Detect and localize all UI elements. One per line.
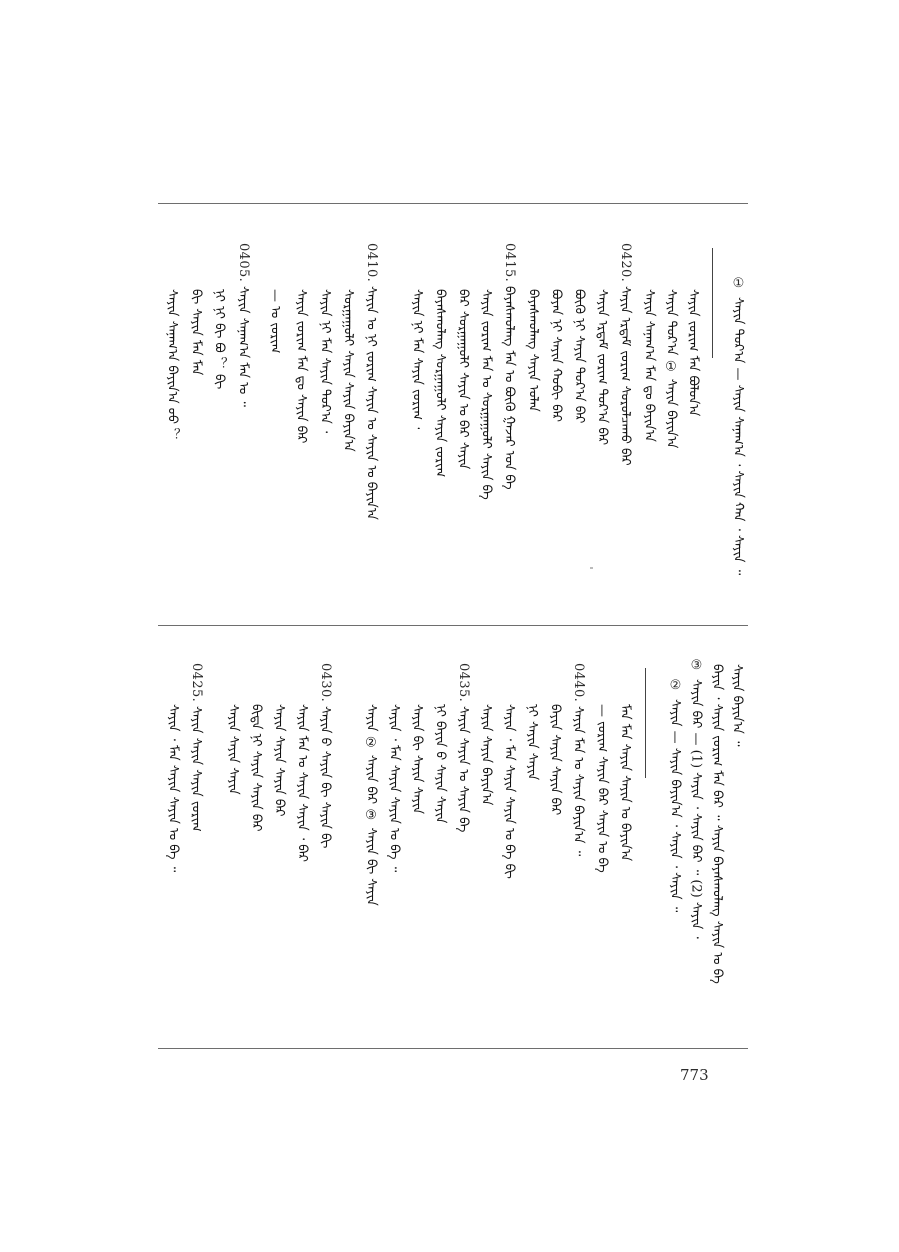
line-text: ᠪᠤᠶᠠᠨ ᠨᠢ ᠰᠠᠶᠢᠨ ᠬᠤᠪᠢ ᠪᠠᠷ [548,289,564,422]
line-text: ᠮᠠᠨ ᠮᠠᠨ ᠰᠠᠶᠢᠨ ᠰᠠᠶᠢᠨ ᠤ ᠪᠠᠶᠢᠨ᠎ᠠ [617,704,633,862]
line-text: ᠰᠠᠶᠢᠨ ᠂ ᠮᠠᠨ ᠰᠠᠶᠢᠨ ᠰᠠᠶᠢᠨ ᠤ ᠪᠠ ᠪᠢ [501,704,517,879]
lower-line-10 [408,700,426,814]
line-text: ᠰᠠᠶᠢᠨ ᠪ ᠰᠠᠶᠢᠨ ᠪᠢ ᠰᠠᠶᠢᠨ ᠪᠢ [317,706,333,849]
line-text: ᠰᠠᠶᠢᠨ ᠤ ᠨᠢ ᠵᠣᠷᠢᠭ ᠰᠠᠶᠢᠨ ᠤ ᠰᠠᠶᠢᠨ ᠤ ᠪᠠᠶᠢᠨ᠎ᠠ [363,286,379,521]
lower-line-2 [593,700,611,873]
line-text: ᠰᠠᠶᠢᠨ ᠮᠠᠨ ᠤ ᠰᠠᠶᠢᠨ ᠰᠠᠶᠢᠨ ᠂ ᠪᠠᠷ [294,704,310,862]
upper-line-11 [454,285,472,469]
line-number: 0415. [502,243,517,283]
upper-line-5 [593,285,611,445]
line-text: ᠰᠠᠶᠢᠨ ᠨᠢ ᠮᠠᠨ ᠰᠠᠶᠢᠨ ᠳᠤᠷ᠎ᠠ ᠂ [317,289,333,434]
line-text: ᠰᠠᠶᠢᠨ ② ᠰᠠᠶᠢᠨ ᠪᠠᠷ ③ ᠰᠠᠶᠢᠨ ᠪᠢ ᠰᠠᠶᠢᠨ [363,704,379,906]
line-text: ᠪᠠᠶᠠᠰᠬᠤᠯᠠᠩ ᠰᠤᠷᠭᠠᠭᠤᠯᠢ ᠰᠠᠶᠢᠨ ᠵᠣᠷᠢᠭ [432,289,448,478]
footnote-text: ᠪᠠᠶᠢᠨ ᠂ ᠰᠠᠶᠢᠨ ᠵᠣᠷᠢᠭ ᠮᠠᠨ ᠪᠠᠷ ᠃ ᠰᠠᠶᠢᠨ ᠪᠠᠶᠠᠰᠬᠤᠯᠠᠩ ᠰᠠᠶᠢᠨ ᠤ ᠪᠠ [709,664,725,984]
footnote-marker: ③ [689,658,704,673]
page-number: 773 [680,1066,709,1084]
footnote-separator-lower [645,668,646,778]
lower-footnote-line-4 [666,678,684,912]
lower-footnote-line-2 [708,658,726,984]
upper-line-7 [547,285,565,422]
line-text: ᠪᠠᠷ ᠰᠤᠷᠭᠠᠭᠤᠯᠢ ᠰᠠᠶᠢᠨ ᠤ ᠪᠠᠷ ᠰᠠᠶᠢᠨ [455,289,471,470]
line-text: ᠰᠠᠶᠢᠨ ᠰᠠᠶᠢᠨ ᠰᠠᠶᠢᠨ [225,704,241,795]
line-text: ᠰᠠᠶᠢᠨ ᠡᠷᠳᠡᠮ ᠵᠣᠷᠢᠭ ᠰᠤᠷᠤᠯᠴᠠᠬᠤ ᠪᠠᠷ [617,286,633,466]
line-text: ᠪᠦᠬᠦ ᠨᠢ ᠰᠠᠶᠢᠨ ᠳᠤᠷ᠎ᠠ ᠪᠠᠷ [571,289,587,424]
lower-line-15 [270,700,288,817]
upper-line-19 [234,243,252,407]
upper-line-2 [662,285,680,448]
lower-line-9 [431,700,449,823]
upper-line-1 [684,285,702,416]
upper-line-21 [187,285,205,375]
lower-line-12 [362,700,380,906]
line-text: ᠰᠠᠶᠢᠨ ᠨᠢ ᠮᠠᠨ ᠰᠠᠶᠢᠨ ᠵᠣᠷᠢᠭ ᠂ [409,289,425,430]
footnote-marker: ② [668,678,683,693]
line-text: ᠪᠠᠶᠠᠰᠬᠤᠯᠠᠩ ᠰᠠᠶᠢᠨ ᠤᠯᠠᠨ [525,289,541,412]
upper-line-4 [616,243,634,466]
line-text: — ᠤ ᠵᠣᠷᠢᠭ [267,289,283,354]
lower-line-11 [385,700,403,872]
line-text: ᠰᠠᠶᠢᠨ ᠳᠤᠷ᠎ᠠ ① ᠰᠠᠶᠢᠨ ᠪᠠᠶᠢᠨ᠎ᠠ [663,289,679,449]
lower-line-13 [316,663,334,849]
upper-line-10 [477,285,495,500]
lower-line-5 [523,700,541,780]
bottom-rule [158,1048,748,1049]
line-text: ᠪᠠᠶᠢᠨ ᠰᠠᠶᠢᠨ ᠰᠠᠶᠢᠨ ᠪᠠᠷ [547,704,563,816]
upper-line-17 [292,285,310,443]
line-text: ᠰᠠᠶᠢᠨ ᠵᠣᠷᠢᠭ ᠮᠠᠨ ᠪᠤᠯᠤᠨ᠎ᠠ [685,289,701,417]
upper-line-18 [266,285,284,353]
lower-line-4 [546,700,564,815]
line-text: ᠪᠢᠳᠠ ᠨᠢ ᠰᠠᠶᠢᠨ ᠰᠠᠶᠢᠨ ᠪᠠᠷ [248,704,264,832]
footnote-separator-upper [712,248,713,358]
lower-footnote-line-1 [728,658,746,747]
line-text: ᠰᠤᠷᠭᠠᠭᠤᠯᠢ ᠰᠠᠶᠢᠨ ᠰᠠᠶᠢᠨ ᠪᠠᠶᠢᠨ᠎ᠠ [340,289,356,452]
line-text: ᠰᠠᠶᠢᠨ ᠂ ᠮᠠᠨ ᠰᠠᠶᠢᠨ ᠰᠠᠶᠢᠨ ᠤ ᠪᠠ ᠃ [386,704,402,873]
line-number: 0425. [189,663,204,703]
footnote-text: ᠰᠠᠶᠢᠨ ᠪᠠᠶᠢᠨ᠎ᠠ ᠃ [729,664,745,747]
upper-line-14 [362,243,380,520]
line-text: ᠰᠠᠶᠢᠨ ᠰᠠᠨᠠᠭ᠎ᠠ ᠮᠠᠨ ᠳᠤ ᠪᠠᠶᠢᠨ᠎ᠠ [641,289,657,442]
line-text: ᠪᠢ ᠰᠠᠶᠢᠨ ᠮᠠᠨ ᠮᠠᠨ [188,289,204,376]
lower-line-6 [500,700,518,879]
line-text: ᠨᠢ ᠰᠠᠶᠢᠨ ᠰᠠᠶᠢᠨ [524,704,540,781]
line-text: ᠰᠠᠶᠢᠨ ᠰᠠᠨᠠᠭ᠎ᠠ ᠮᠠᠨ ᠤ ᠃ [235,286,251,408]
lower-line-16 [247,700,265,832]
lower-line-3 [569,663,587,856]
lower-line-1 [616,700,634,861]
lower-line-7 [477,700,495,805]
line-number: 0435. [456,663,471,703]
upper-line-9 [500,243,518,490]
line-text: — ᠵᠣᠷᠢᠭ ᠰᠠᠶᠢᠨ ᠪᠠᠷ ᠰᠠᠶᠢᠨ ᠤ ᠪᠠ [594,704,610,873]
lower-line-17 [224,700,242,795]
lower-line-14 [293,700,311,862]
footnote-text: ᠰᠠᠶᠢᠨ ᠪᠠᠷ — (1) ᠰᠠᠶᠢᠨ ᠂ ᠰᠠᠶᠢᠨ ᠪᠠᠷ ᠃ (2) ᠰᠠᠶᠢᠨ ᠂ [688,679,704,939]
upper-line-16 [316,285,334,433]
line-text: ᠨᠢ ᠪᠠᠶᠢᠨ ᠪ ᠰᠠᠶᠢᠨ ᠰᠠᠶᠢᠨ [432,704,448,824]
line-text: ᠰᠠᠶᠢᠨ ᠰᠠᠶᠢᠨ ᠰᠠᠶᠢᠨ ᠵᠣᠷᠢᠭ [188,706,204,832]
upper-line-22 [163,285,181,441]
line-number: 0410. [364,243,379,283]
lower-line-18 [187,663,205,832]
line-text: ᠰᠠᠶᠢᠨ ᠰᠠᠶᠢᠨ ᠰᠠᠶᠢᠨ ᠪᠠᠷ [271,704,287,817]
line-number: 0430. [318,663,333,703]
line-text: ᠰᠠᠶᠢᠨ ᠰᠠᠶᠢᠨ ᠪᠠᠶᠢᠨ᠎ᠠ [478,704,494,806]
upper-line-20 [210,285,228,389]
upper-line-12 [431,285,449,477]
upper-line-3 [640,285,658,442]
upper-line-13 [408,285,426,429]
line-number: 0405. [236,243,251,283]
footnote-text: ᠰᠠᠶᠢᠨ ᠳᠤᠷ᠎ᠠ — ᠰᠠᠶᠢᠨ ᠰᠠᠨᠠᠭ᠎ᠠ ᠂ ᠰᠠᠶᠢᠨ ᠬᠠᠨ ᠂ ᠰᠠᠶᠢᠨ ᠃ [730,297,746,576]
line-text: ᠪᠠᠶᠠᠰᠬᠤᠯᠠᠩ ᠮᠠᠨ ᠤ ᠪᠦᠬᠦ ᠭᠠᠵᠠᠷ ᠤᠨ ᠪᠠ [501,286,517,490]
upper-line-8 [524,285,542,412]
line-text: ᠰᠠᠶᠢᠨ ᠵᠣᠷᠢᠭ ᠮᠠᠨ ᠳᠤ ᠰᠠᠶᠢᠨ ᠪᠠᠷ [293,289,309,444]
line-text: ᠰᠠᠶᠢᠨ ᠰᠠᠶᠢᠨ ᠤ ᠰᠠᠶᠢᠨ ᠪᠠ [455,706,471,833]
footnote-text: ᠰᠠᠶᠢᠨ — ᠰᠠᠶᠢᠨ ᠪᠠᠶᠢᠨ᠎ᠠ ᠂ ᠰᠠᠶᠢᠨ ᠂ ᠰᠠᠶᠢᠨ ᠃ [667,699,683,913]
line-text: ᠰᠠᠶᠢᠨ ᠵᠣᠷᠢᠭ ᠮᠠᠨ ᠤ ᠰᠤᠷᠭᠠᠭᠤᠯᠢ ᠰᠠᠶᠢᠨ ᠪᠠ [478,289,494,500]
middle-rule [158,625,748,626]
lower-line-8 [454,663,472,833]
line-text: ᠰᠠᠶᠢᠨ ᠡᠷᠳᠡᠮ ᠵᠣᠷᠢᠭ ᠳᠤᠷ᠎ᠠ ᠪᠠᠷ [594,289,610,446]
footnote-marker: ① [731,276,746,291]
line-number: 0440. [571,663,586,703]
lower-line-19 [164,700,182,872]
upper-footnote-line [729,276,747,575]
line-text: ᠰᠠᠶᠢᠨ ᠮᠠᠨ ᠤ ᠰᠠᠶᠢᠨ ᠪᠠᠶᠢᠨ᠎ᠠ ᠃ [570,706,586,857]
line-text: ᠰᠠᠶᠢᠨ ᠂ ᠮᠠᠨ ᠰᠠᠶᠢᠨ ᠰᠠᠶᠢᠨ ᠤ ᠪᠠ ᠃ [165,704,181,873]
line-number: 0420. [618,243,633,283]
upper-line-15 [339,285,357,452]
upper-line-6 [570,285,588,423]
print-smudge [590,567,593,569]
lower-footnote-line-3 [687,658,705,939]
line-text: ᠰᠠᠶᠢᠨ ᠪᠢ ᠰᠠᠶᠢᠨ ᠰᠠᠶᠢᠨ [409,704,425,815]
line-text: ᠨᠢ ᠨᠢ ᠪᠢ ᠪᠤ ？ ᠪᠢ [211,289,227,390]
top-rule [158,203,748,204]
line-text: ᠰᠠᠶᠢᠨ ᠰᠠᠨᠠᠭ᠎ᠠ ᠪᠠᠶᠢᠨ᠎ᠠ ᠤᠤ ？ [164,289,180,442]
